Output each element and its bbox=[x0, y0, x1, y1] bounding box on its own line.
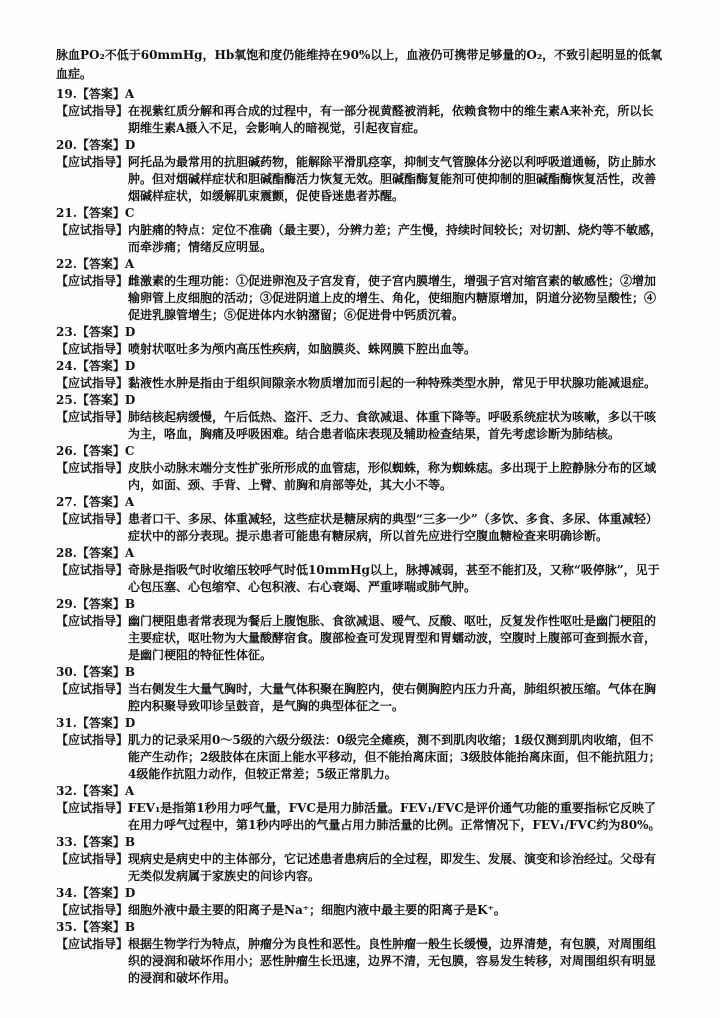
guide-label: 【应试指导】 bbox=[56, 410, 129, 424]
answer-line: 25.【答案】D bbox=[56, 393, 136, 407]
answer-item bbox=[56, 358, 664, 392]
guide-text: 在视紫红质分解和再合成的过程中，有一部分视黄醛被消耗，依赖食物中的维生素A来补充，所以长期维生素A摄入不足，会影响人的暗视觉，引起夜盲症。 bbox=[128, 104, 654, 135]
guide-paragraph bbox=[56, 681, 664, 715]
continued-paragraph bbox=[56, 46, 664, 84]
answer-item bbox=[56, 392, 664, 443]
answer-item bbox=[56, 885, 664, 919]
guide-label: 【应试指导】 bbox=[56, 155, 129, 169]
guide-text: 内脏痛的特点：定位不准确（最主要），分辨力差；产生慢，持续时间较长；对切割、烧灼等不敏感，而牵涉痛；情绪反应明显。 bbox=[128, 223, 663, 254]
answer-line: 32.【答案】A bbox=[56, 784, 135, 798]
guide-paragraph bbox=[56, 273, 664, 324]
guide-text: 肺结核起病缓慢，午后低热、盗汗、乏力、食欲减退、体重下降等。呼吸系统症状为咳嗽，多以干咳为主，咯血，胸痛及呼吸困难。结合患者临床表现及辅助检查结果，首先考虑诊断为肺结核。 bbox=[128, 410, 657, 441]
guide-label: 【应试指导】 bbox=[56, 937, 129, 951]
answer-line: 19.【答案】A bbox=[56, 87, 135, 101]
guide-label: 【应试指导】 bbox=[56, 512, 129, 526]
guide-label: 【应试指导】 bbox=[56, 461, 129, 475]
guide-label: 【应试指导】 bbox=[56, 733, 129, 747]
guide-text: 患者口干、多尿、体重减轻，这些症状是糖尿病的典型“三多一少”（多饮、多食、多尿、体重减轻）症状中的部分表现。提示患者可能患有糖尿病，所以首先应进行空腹血糖检查来明确诊断。 bbox=[128, 512, 658, 543]
guide-paragraph bbox=[56, 460, 664, 494]
answer-line: 33.【答案】B bbox=[56, 835, 136, 849]
guide-paragraph bbox=[56, 800, 664, 834]
answer-item bbox=[56, 596, 664, 664]
answer-item bbox=[56, 137, 664, 205]
guide-label: 【应试指导】 bbox=[56, 563, 129, 577]
answer-item bbox=[56, 545, 664, 596]
guide-text: 雌激素的生理功能：①促进卵泡及子宫发育，使子宫内膜增生，增强子宫对缩宫素的敏感性；②增加输卵管上皮细胞的活动；③促进阴道上皮的增生、角化，使细胞内糖原增加，阴道分泌物呈酸性；④促进乳腺管增生；⑤促进体内水钠潴留；⑥促进骨中钙质沉着。 bbox=[128, 274, 657, 322]
guide-paragraph bbox=[56, 341, 664, 358]
answer-line: 23.【答案】D bbox=[56, 325, 136, 339]
answer-item bbox=[56, 834, 664, 885]
guide-text: FEV₁是指第1秒用力呼气量，FVC是用力肺活量。FEV₁/FVC是评价通气功能的重要指标它反映了在用力呼气过程中，第1秒内呼出的气量占用力肺活量的比例。正常情况下，FEV₁/FVC约为80%。 bbox=[128, 801, 661, 832]
guide-paragraph bbox=[56, 902, 664, 919]
continued-text: 脉血PO₂不低于60mmHg，Hb氧饱和度仍能维持在90%以上，血液仍可携带足够量的O₂，不致引起明显的低氧血症。 bbox=[56, 48, 663, 81]
answer-item bbox=[56, 715, 664, 783]
guide-paragraph bbox=[56, 375, 664, 392]
guide-text: 幽门梗阻患者常表现为餐后上腹饱胀、食欲减退、嗳气、反酸、呕吐，反复发作性呕吐是幽门梗阻的主要症状，呕吐物为大量酸酵宿食。腹部检查可发现胃型和胃蠕动波，空腹时上腹部可查到振水音，是幽门梗阻的特征性体征。 bbox=[128, 614, 657, 662]
answer-item bbox=[56, 494, 664, 545]
guide-paragraph bbox=[56, 511, 664, 545]
guide-label: 【应试指导】 bbox=[56, 104, 129, 118]
guide-text: 黏液性水肿是指由于组织间隙亲水物质增加而引起的一种特殊类型水肿，常见于甲状腺功能减退症。 bbox=[128, 376, 657, 390]
answer-line: 29.【答案】B bbox=[56, 597, 136, 611]
answer-line: 24.【答案】D bbox=[56, 359, 136, 373]
guide-label: 【应试指导】 bbox=[56, 614, 129, 628]
guide-text: 肌力的记录采用0～5级的六级分级法：0级完全瘫痪，测不到肌肉收缩；1级仅测到肌肉收缩，但不能产生动作；2级肢体在床面上能水平移动，但不能抬离床面；3级肢体能抬离床面，但不能抗阻力；4级能作抗阻力动作，但较正常差；5级正常肌力。 bbox=[128, 733, 661, 781]
answer-line: 22.【答案】A bbox=[56, 257, 135, 271]
guide-paragraph bbox=[56, 936, 664, 987]
answer-item bbox=[56, 324, 664, 358]
guide-label: 【应试指导】 bbox=[56, 682, 129, 696]
answer-line: 31.【答案】D bbox=[56, 716, 136, 730]
guide-text: 当右侧发生大量气胸时，大量气体积聚在胸腔内，使右侧胸腔内压力升高，肺组织被压缩。气体在胸腔内积聚导致叩诊呈鼓音，是气胸的典型体征之一。 bbox=[128, 682, 657, 713]
answer-line: 26.【答案】C bbox=[56, 444, 135, 458]
guide-label: 【应试指导】 bbox=[56, 903, 129, 917]
answer-line: 21.【答案】C bbox=[56, 206, 135, 220]
guide-label: 【应试指导】 bbox=[56, 852, 129, 866]
answer-item bbox=[56, 443, 664, 494]
answer-item bbox=[56, 783, 664, 834]
guide-paragraph bbox=[56, 222, 664, 256]
answer-line: 28.【答案】A bbox=[56, 546, 135, 560]
guide-paragraph bbox=[56, 851, 664, 885]
answer-item bbox=[56, 205, 664, 256]
guide-text: 奇脉是指吸气时收缩压较呼气时低10mmHg以上，脉搏减弱，甚至不能扪及，又称“吸停脉”，见于心包压塞、心包缩窄、心包积液、右心衰竭、严重哮喘或肺气肿。 bbox=[128, 563, 660, 594]
guide-text: 细胞外液中最主要的阳离子是Na⁺；细胞内液中最主要的阳离子是K⁺。 bbox=[128, 903, 506, 917]
guide-label: 【应试指导】 bbox=[56, 801, 129, 815]
answer-item bbox=[56, 256, 664, 324]
guide-paragraph bbox=[56, 732, 664, 783]
guide-text: 阿托品为最常用的抗胆碱药物，能解除平滑肌痉挛，抑制支气管腺体分泌以利呼吸道通畅，防止肺水肿。但对烟碱样症状和胆碱酯酶活力恢复无效。胆碱酯酶复能剂可使抑制的胆碱酯酶恢复活性，改善烟碱样症状，如缓解肌束震颤，促使昏迷患者苏醒。 bbox=[128, 155, 657, 203]
guide-paragraph bbox=[56, 154, 664, 205]
answer-line: 20.【答案】D bbox=[56, 138, 136, 152]
answer-item bbox=[56, 919, 664, 987]
answer-line: 35.【答案】B bbox=[56, 920, 136, 934]
guide-paragraph bbox=[56, 409, 664, 443]
guide-paragraph bbox=[56, 613, 664, 664]
guide-label: 【应试指导】 bbox=[56, 274, 129, 288]
guide-text: 现病史是病史中的主体部分，它记述患者患病后的全过程，即发生、发展、演变和诊治经过。父母有无类似发病属于家族史的问诊内容。 bbox=[128, 852, 657, 883]
guide-text: 皮肤小动脉末端分支性扩张所形成的血管痣，形似蜘蛛，称为蜘蛛痣。多出现于上腔静脉分布的区域内，如面、颈、手背、上臂、前胸和肩部等处，其大小不等。 bbox=[128, 461, 657, 492]
guide-label: 【应试指导】 bbox=[56, 342, 129, 356]
answer-line: 30.【答案】B bbox=[56, 665, 136, 679]
guide-paragraph bbox=[56, 562, 664, 596]
guide-label: 【应试指导】 bbox=[56, 223, 129, 237]
answer-line: 27.【答案】A bbox=[56, 495, 135, 509]
guide-paragraph bbox=[56, 103, 664, 137]
answer-item bbox=[56, 664, 664, 715]
answer-list bbox=[56, 86, 664, 987]
guide-text: 根据生物学行为特点，肿瘤分为良性和恶性。良性肿瘤一般生长缓慢，边界清楚，有包膜，对周围组织的浸润和破坏作用小；恶性肿瘤生长迅速，边界不清，无包膜，容易发生转移，对周围组织有明显的浸润和破坏作用。 bbox=[128, 937, 657, 985]
answer-line: 34.【答案】D bbox=[56, 886, 136, 900]
answer-item bbox=[56, 86, 664, 137]
guide-text: 喷射状呕吐多为颅内高压性疾病，如脑膜炎、蛛网膜下腔出血等。 bbox=[128, 342, 477, 356]
guide-label: 【应试指导】 bbox=[56, 376, 129, 390]
